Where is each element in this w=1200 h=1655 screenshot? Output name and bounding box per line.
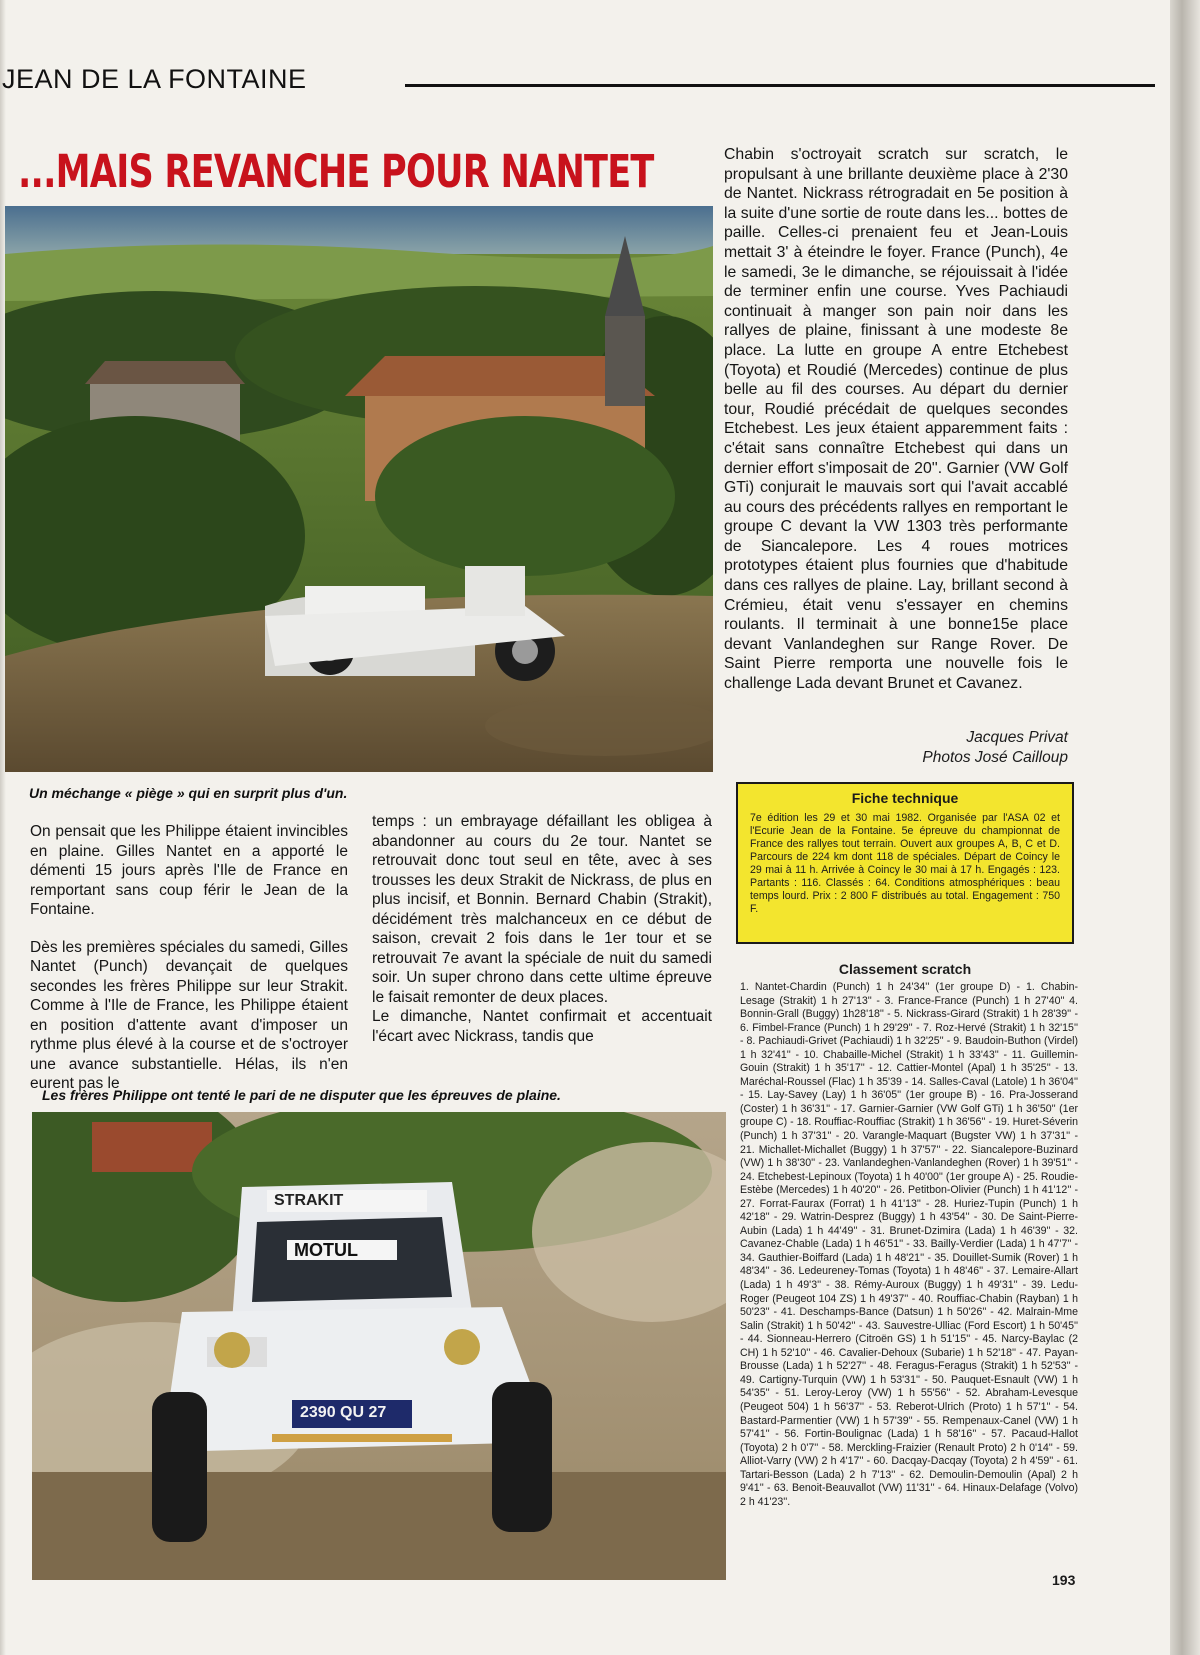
photo-village-buggy xyxy=(5,206,713,772)
header-rule xyxy=(405,84,1155,87)
photo-strakit-buggy xyxy=(32,1112,726,1580)
article-paragraph: Le dimanche, Nantet confirmait et accentuait l'écart avec Nickrass, tandis que xyxy=(372,1008,712,1045)
license-plate: 2390 QU 27 xyxy=(300,1404,387,1421)
article-column-2 xyxy=(372,812,712,1064)
fiche-technique-text: 7e édition les 29 et 30 mai 1982. Organisée par l'ASA 02 et l'Ecurie Jean de la Fontaine. 5e épreuve du championnat de France des rallyes tout terrain. Ouvert aux groupes A, B, C et D. Parcours de 224 km dont 118 de spéciales. Départ de Coincy le 29 mai à 11 h. Arrivée à Coincy le 30 mai à 17 h. Engagés : 123. Partants : 116. Classés : 64. Conditions atmosphériques : beau temps lourd. Prix : 2 800 F distribués au total. Engagement : 750 F. xyxy=(750,812,1060,915)
sponsor-motul-label: MOTUL xyxy=(294,1240,358,1260)
page-binding-edge xyxy=(1170,0,1200,1655)
fiche-technique-box xyxy=(736,782,1074,944)
article-column-1 xyxy=(30,822,348,1112)
fiche-technique-title: Fiche technique xyxy=(851,790,959,806)
photo2-caption: Les frères Philippe ont tenté le pari de ne disputer que les épreuves de plaine. xyxy=(42,1087,561,1103)
article-paragraph: Dès les premières spéciales du samedi, Gilles Nantet (Punch) devançait de quelques secondes les frères Philippe sur leur Strakit. Comme à l'Ile de France, les Philippe étaient en position d'attente avant d'imposer un rythme plus élevé à la course et de s'octroyer une avance substantielle. Hélas, ils n'en eurent pas le xyxy=(30,938,348,1092)
article-paragraph: temps : un embrayage défaillant les obligea à abandonner au cours du 2e tour. Nantet se retrouvait donc tout seul en tête, avec à ses trousses les deux Strakit de Nickrass, de plus en plus incisif, et Bonnin. Bernard Chabin (Strakit), décidément très malchanceux en ce début de saison, crevait 2 fois dans le 1er tour et se retrouvait 7e avant la spéciale de nuit du samedi soir. Un super chrono dans cette ultime épreuve le faisait remonter de deux places. xyxy=(372,813,712,1006)
section-title: JEAN DE LA FONTAINE xyxy=(2,64,307,94)
page-number: 193 xyxy=(1052,1572,1076,1588)
photo1-caption: Un méchange « piège » qui en surprit plus d'un. xyxy=(29,785,348,801)
classement-title: Classement scratch xyxy=(838,961,972,977)
article-headline: ...MAIS REVANCHE POUR NANTET xyxy=(18,145,654,198)
byline-photos: Photos José Cailloup xyxy=(922,749,1068,766)
article-paragraph: On pensait que les Philippe étaient invincibles en plaine. Gilles Nantet en a apporté le démenti 15 jours après l'Ile de France en remportant sans coup férir le Jean de la Fontaine. xyxy=(30,823,348,918)
article-paragraph: Chabin s'octroyait scratch sur scratch, le propulsant à une brillante deuxième place à 2'30 de Nantet. Nickrass rétrogradait en 5e position à la suite d'une sortie de route dans les... bottes de paille. Celles-ci prenaient feu et Jean-Louis mettait 3' à éteindre le foyer. France (Punch), 4e le samedi, 3e le dimanche, se réjouissait à l'idée de terminer enfin une course. Yves Pachiaudi continuait à manger son pain noir dans les rallyes de plaine, finissant à une modeste 8e place. La lutte en groupe A entre Etchebest (Toyota) et Roudié (Mercedes) continue de plus belle au fil des courses. Au départ du dernier tour, Roudié précédait de quelques secondes Etchebest. Les jeux étaient apparemment faits : c'était sans connaître Etchebest qui dans un dernier effort s'imposait de 20''. Garnier (VW Golf GTi) conjurait le mauvais sort qui l'avait accablé au cours des précédents rallyes en remportant le groupe C devant la VW 1303 très performante de Siancalepore. Les 4 roues motrices prototypes étaient plus fournies que d'habitude dans ces rallyes de plaine. Lay, brillant second à Crémieu, était venu s'essayer en chemins roulants. Il terminait à une bonne15e place devant Vanlandeghen sur Range Rover. De Saint Pierre remporta une nouvelle fois le challenge Lada devant Brunet et Cavanez. xyxy=(724,146,1068,693)
article-column-3 xyxy=(724,145,1068,712)
byline-author: Jacques Privat xyxy=(966,729,1068,746)
classement-results: 1. Nantet-Chardin (Punch) 1 h 24'34'' (1er groupe D) - 1. Chabin-Lesage (Strakit) 1 h 27'13'' - 3. France-France (Punch) 1 h 27'40'' 4. Bonnin-Grall (Buggy) 1h28'18'' - 5. Nickrass-Girard (Strakit) 1 h 28'39'' - 6. Fimbel-France (Punch) 1 h 29'29'' - 7. Roz-Hervé (Strakit) 1 h 32'15'' - 8. Pachiaudi-Grivet (Pachiaudi) 1 h 32'25'' - 9. Baudoin-Buthon (Virdel) 1 h 32'41'' - 10. Chabaille-Michel (Strakit) 1 h 33'43'' - 11. Guillemin-Gouin (Strakit) 1 h 35'17'' - 12. Cattier-Montel (Apal) 1 h 35'25'' - 13. Maréchal-Roussel (Flac) 1 h 35'39 - 14. Salles-Caval (Latole) 1 h 36'04'' - 15. Lay-Savey (Lay) 1 h 36'05'' (1er groupe B) - 16. Pra-Josserand (Coster) 1 h 36'31'' - 17. Garnier-Garnier (VW Golf GTi) 1 h 36'50'' (1er groupe C) - 18. Rouffiac-Rouffiac (Strakit) 1 h 36'56'' - 19. Huret-Séverin (Punch) 1 h 37'31'' - 20. Varangle-Maquart (Bugster VW) 1 h 37'31'' - 21. Michallet-Michallet (Buggy) 1 h 37'57'' - 22. Siancalepore-Buzinard (VW) 1 h 38'30'' - 23. Vanlandeghen-Vanlandeghen (Rover) 1 h 39'51'' - 24. Etchebest-Lepinoux (Toyota) 1 h 40'00'' (1er groupe A) - 25. Roudie-Estèbe (Mercedes) 1 h 40'20'' - 26. Petitbon-Olivier (Punch) 1 h 41'12'' - 27. Forrat-Faurax (Forrat) 1 h 41'13'' - 28. Huriez-Tupin (Punch) 1 h 42'18'' - 29. Watrin-Desprez (Buggy) 1 h 43'54'' - 30. De Saint-Pierre-Aubin (Lada) 1 h 44'49'' - 31. Brunet-Dzimira (Lada) 1 h 46'39'' - 32. Cavanez-Chable (Lada) 1 h 46'51'' - 33. Bailly-Verdier (Lada) 1 h 47'7'' - 34. Gauthier-Boiffard (Lada) 1 h 48'21'' - 35. Douillet-Sumik (Rover) 1 h 48'34'' - 36. Ledeureney-Tomas (Toyota) 1 h 48'46'' - 37. Lemaire-Allart (Lada) 1 h 49'3'' - 38. Rémy-Auroux (Buggy) 1 h 49'31'' - 39. Ledu-Roger (Peugeot 104 ZS) 1 h 49'37'' - 40. Rouffiac-Chabin (Rayban) 1 h 50'23'' - 41. Deschamps-Bance (Datsun) 1 h 50'26'' - 42. Malrain-Mme Salin (Strakit) 1 h 50'42'' - 43. Sauvestre-Ulliac (Ford Escort) 1 h 50'45'' - 44. Sionneau-Herrero (Citroën GS) 1 h 51'15'' - 45. Narcy-Baylac (2 CH) 1 h 52'10'' - 46. Cavalier-Dehoux (Subarie) 1 h 52'18'' - 47. Payan-Brousse (Lada) 1 h 52'27'' - 48. Feragus-Feragus (Strakit) 1 h 52'53'' - 49. Cartigny-Turquin (VW) 1 h 53'31'' - 50. Pauquet-Esnault (VW) 1 h 54'35'' - 51. Leroy-Leroy (VW) 1 h 55'56'' - 52. Abraham-Levesque (Peugeot 504) 1 h 56'37'' - 53. Reberot-Ulrich (Proto) 1 h 57'1'' - 54. Bastard-Parmentier (VW) 1 h 57'39'' - 55. Rempenaux-Canel (VW) 1 h 57'41'' - 56. Fortin-Boulignac (Lada) 1 h 58'16'' - 57. Pacaud-Hallot (Toyota) 2 h 0'7'' - 58. Merckling-Fraizier (Renault Proto) 2 h 0'14'' - 59. Alliot-Varry (VW) 2 h 4'17'' - 60. Dacqay-Dacqay (Toyota) 2 h 4'59'' - 61. Tartari-Besson (Lada) 2 h 7'13'' - 62. Demoulin-Demoulin (Apal) 2 h 9'41'' - 63. Benoit-Beauvallot (VW) 11'31'' - 64. Hinaux-Delafage (Volvo) 2 h 41'23''. xyxy=(740,981,1078,1508)
sponsor-strakit-label: STRAKIT xyxy=(274,1192,344,1209)
